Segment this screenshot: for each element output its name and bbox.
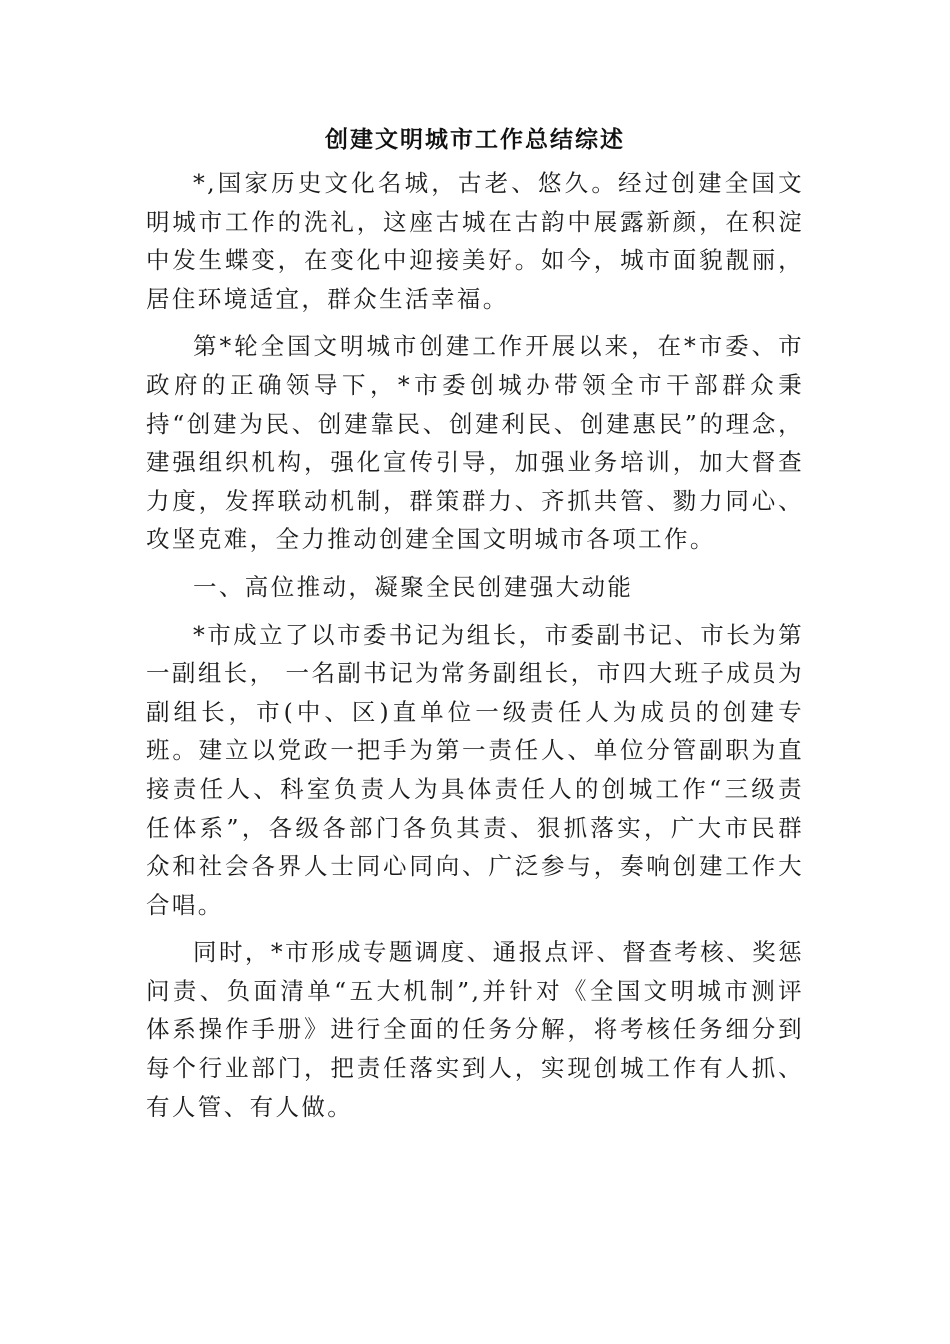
document-body <box>146 164 804 1135</box>
paragraph-organization: *市成立了以市委书记为组长，市委副书记、市长为第一副组长， 一名副书记为常务副组长，市四大班子成员为副组长，市(中、区)直单位一级责任人为成员的创建专班。建立以党政一把手为第一责任人、单位分管副职为直接责任人、科室负责人为具体责任人的创城工作“三级责任体系”，各级各部门各负其责、狠抓落实，广大市民群众和社会各界人士同心同向、广泛参与，奏响创建工作大合唱。 <box>146 620 804 919</box>
section-heading-1: 一、高位推动，凝聚全民创建强大动能 <box>193 572 634 601</box>
paragraph-intro: *,国家历史文化名城，古老、悠久。经过创建全国文明城市工作的洗礼，这座古城在古韵中展露新颜，在积淀中发生蝶变，在变化中迎接美好。如今，城市面貌靓丽，居住环境适宜，群众生活幸福。 <box>146 169 804 313</box>
paragraph-overview: 第*轮全国文明城市创建工作开展以来，在*市委、市政府的正确领导下，*市委创城办带领全市干部群众秉持“创建为民、创建靠民、创建利民、创建惠民”的理念，建强组织机构，强化宣传引导，加强业务培训，加大督查力度，发挥联动机制，群策群力、齐抓共管、勠力同心、攻坚克难，全力推动创建全国文明城市各项工作。 <box>146 332 804 554</box>
paragraph-mechanisms: 同时，*市形成专题调度、通报点评、督查考核、奖惩问责、负面清单“五大机制”,并针对《全国文明城市测评体系操作手册》进行全面的任务分解，将考核任务细分到每个行业部门，把责任落实到人，实现创城工作有人抓、有人管、有人做。 <box>146 938 804 1121</box>
document-title: 创建文明城市工作总结综述 <box>325 126 625 153</box>
